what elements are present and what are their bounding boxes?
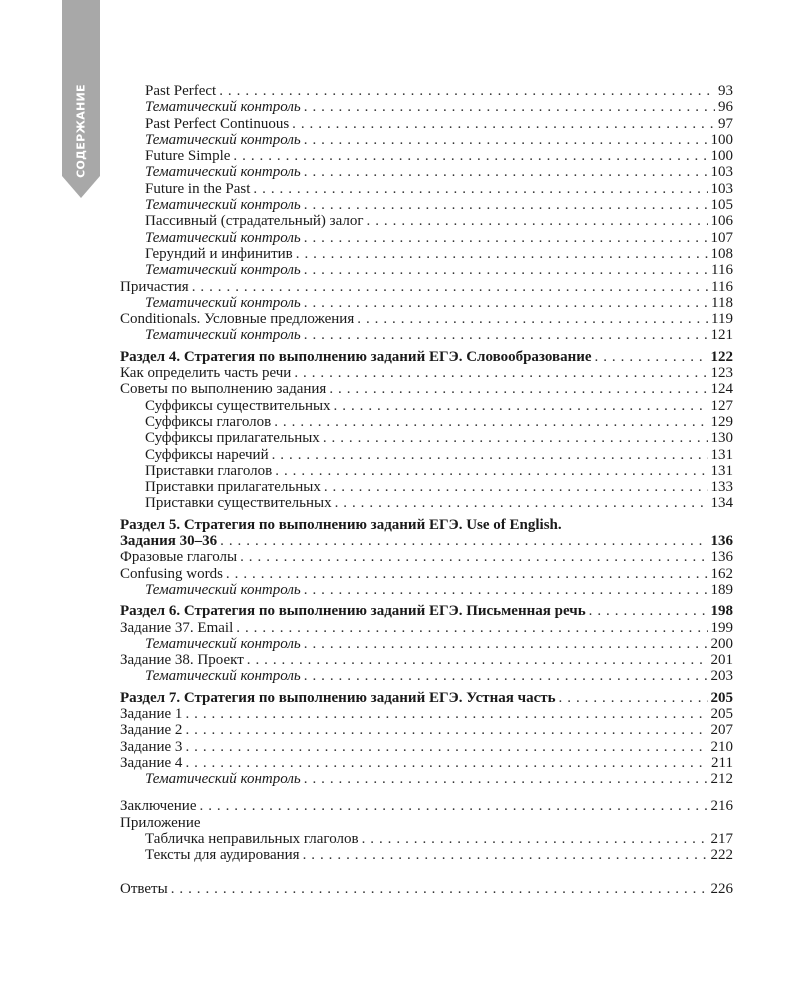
- toc-entry[interactable]: [120, 164, 733, 180]
- toc-entry-title: Заключение: [120, 798, 197, 815]
- toc-entry[interactable]: [120, 755, 733, 771]
- toc-entry-page: 217: [710, 831, 733, 848]
- toc-entry-title: Тематический контроль: [145, 229, 301, 246]
- dot-leader: [324, 479, 708, 495]
- toc-entry-page: 97: [718, 115, 733, 132]
- toc-entry-title: Тематический контроль: [145, 197, 301, 214]
- dot-leader: [304, 230, 708, 246]
- dot-leader: [200, 798, 708, 814]
- toc-entry[interactable]: [120, 463, 733, 479]
- toc-entry-title: Тематический контроль: [145, 99, 301, 116]
- dot-leader: [367, 213, 708, 229]
- toc-entry[interactable]: [120, 722, 733, 738]
- dot-leader: [185, 755, 708, 771]
- toc-entry-title: Тематический контроль: [145, 771, 301, 788]
- toc-entry[interactable]: [120, 381, 733, 397]
- toc-entry[interactable]: [120, 690, 733, 706]
- toc-entry[interactable]: [120, 398, 733, 414]
- toc-entry[interactable]: [120, 83, 733, 99]
- toc-entry-page: 100: [710, 148, 733, 165]
- toc-entry-page: 121: [710, 327, 733, 344]
- toc-entry[interactable]: [120, 495, 733, 511]
- toc-entry[interactable]: [120, 636, 733, 652]
- dot-leader: [304, 132, 708, 148]
- toc-entry[interactable]: [120, 603, 733, 619]
- toc-entry-page: 100: [710, 131, 733, 148]
- toc-entry[interactable]: [120, 349, 733, 365]
- toc-entry-page: 108: [710, 245, 733, 262]
- toc-entry-page: 131: [710, 446, 733, 463]
- dot-leader: [292, 116, 715, 132]
- toc-entry-page: 124: [710, 381, 733, 398]
- toc-entry-page: 119: [711, 311, 733, 328]
- dot-leader: [589, 603, 708, 619]
- toc-entry-title: Раздел 4. Стратегия по выполнению заданий ЕГЭ. Словообразование: [120, 348, 592, 365]
- toc-entry-page: 200: [710, 635, 733, 652]
- dot-leader: [274, 414, 707, 430]
- toc-entry[interactable]: [120, 262, 733, 278]
- dot-leader: [192, 279, 708, 295]
- toc-entry[interactable]: [120, 620, 733, 636]
- toc-entry-page: 205: [710, 705, 733, 722]
- toc-entry[interactable]: [120, 652, 733, 668]
- dot-leader: [185, 722, 707, 738]
- toc-entry[interactable]: [120, 148, 733, 164]
- toc-entry[interactable]: [120, 181, 733, 197]
- toc-entry-page: 201: [710, 652, 733, 669]
- toc-entry-title: Приставки прилагательных: [145, 479, 321, 496]
- dot-leader: [304, 99, 715, 115]
- toc-entry-page: 134: [710, 495, 733, 512]
- dot-leader: [304, 582, 708, 598]
- toc-entry-title: Future Simple: [145, 148, 231, 165]
- toc-entry-page: 199: [710, 619, 733, 636]
- toc-entry-page: 129: [710, 413, 733, 430]
- toc-entry-page: 189: [710, 581, 733, 598]
- toc-entry-title: Тематический контроль: [145, 327, 301, 344]
- toc-entry[interactable]: [120, 549, 733, 565]
- dot-leader: [253, 181, 707, 197]
- toc-entry-page: 198: [710, 603, 733, 620]
- toc-entry-title: Суффиксы глаголов: [145, 413, 272, 430]
- toc-entry[interactable]: [120, 311, 733, 327]
- toc-entry[interactable]: [120, 132, 733, 148]
- toc-entry-page: 162: [710, 565, 733, 582]
- toc-entry-title: Как определить часть речи: [120, 365, 292, 382]
- toc-entry-title: Задания 30–36: [120, 533, 218, 550]
- toc-entry[interactable]: [120, 213, 733, 229]
- toc-entry[interactable]: [120, 279, 733, 295]
- toc-entry-title: Conditionals. Условные предложения: [120, 311, 355, 328]
- dot-leader: [296, 246, 708, 262]
- toc-entry[interactable]: [120, 831, 733, 847]
- toc-entry-title: Задание 1: [120, 705, 183, 722]
- toc-entry[interactable]: [120, 881, 733, 897]
- toc-entry-page: 210: [710, 738, 733, 755]
- toc-entry-page: 226: [710, 880, 733, 897]
- side-tab-label: СОДЕРЖАНИЕ: [74, 84, 88, 178]
- toc-entry-title: Герундий и инфинитив: [145, 245, 293, 262]
- dot-leader: [171, 881, 708, 897]
- toc-entry-page: 106: [710, 213, 733, 230]
- dot-leader: [559, 690, 708, 706]
- toc-entry-title: Ответы: [120, 880, 168, 897]
- toc-entry-page: 123: [710, 365, 733, 382]
- toc-entry[interactable]: [120, 815, 733, 831]
- dot-leader: [595, 349, 708, 365]
- toc-entry-title: Тематический контроль: [145, 164, 301, 181]
- toc-entry-page: 131: [710, 462, 733, 479]
- dot-leader: [304, 636, 708, 652]
- toc-entry-page: 203: [710, 668, 733, 685]
- dot-leader: [303, 847, 708, 863]
- toc-entry[interactable]: [120, 517, 733, 533]
- toc-entry-page: 136: [710, 533, 733, 550]
- toc-entry-title: Тематический контроль: [145, 668, 301, 685]
- toc-entry-page: 118: [711, 294, 733, 311]
- toc-entry-page: 216: [710, 798, 733, 815]
- toc-entry-title: Табличка неправильных глаголов: [145, 831, 359, 848]
- toc-entry-page: 136: [710, 549, 733, 566]
- dot-leader: [329, 381, 707, 397]
- toc-entry-title: Пассивный (страдательный) залог: [145, 213, 364, 230]
- table-of-contents: [120, 83, 733, 897]
- toc-entry-title: Приложение: [120, 814, 201, 831]
- toc-entry[interactable]: [120, 447, 733, 463]
- toc-entry-title: Приставки глаголов: [145, 462, 273, 479]
- toc-entry-page: 205: [710, 689, 733, 706]
- dot-leader: [294, 365, 707, 381]
- toc-entry[interactable]: [120, 582, 733, 598]
- toc-entry[interactable]: [120, 197, 733, 213]
- dot-leader: [304, 295, 708, 311]
- toc-entry-page: 127: [710, 397, 733, 414]
- dot-leader: [240, 549, 707, 565]
- toc-entry[interactable]: [120, 230, 733, 246]
- toc-entry-title: Суффиксы наречий: [145, 446, 269, 463]
- toc-entry[interactable]: [120, 365, 733, 381]
- toc-entry-page: 103: [710, 180, 733, 197]
- dot-leader: [304, 164, 708, 180]
- toc-entry-page: 130: [710, 430, 733, 447]
- toc-entry-title: Фразовые глаголы: [120, 549, 238, 566]
- toc-entry-title: Раздел 6. Стратегия по выполнению заданий ЕГЭ. Письменная речь: [120, 603, 586, 620]
- toc-entry-title: Тематический контроль: [145, 581, 301, 598]
- toc-entry-page: 133: [710, 479, 733, 496]
- toc-entry[interactable]: [120, 116, 733, 132]
- dot-leader: [304, 668, 708, 684]
- dot-leader: [236, 620, 707, 636]
- toc-entry[interactable]: [120, 798, 733, 814]
- toc-entry[interactable]: [120, 706, 733, 722]
- toc-entry-title: Тематический контроль: [145, 262, 301, 279]
- toc-entry-title: Тематический контроль: [145, 131, 301, 148]
- toc-entry-page: 93: [718, 83, 733, 99]
- dot-leader: [335, 495, 708, 511]
- toc-entry[interactable]: [120, 668, 733, 684]
- toc-entry[interactable]: [120, 771, 733, 787]
- dot-leader: [247, 652, 708, 668]
- toc-entry-title: Раздел 7. Стратегия по выполнению заданий ЕГЭ. Устная часть: [120, 689, 556, 706]
- toc-entry-page: 212: [710, 771, 733, 788]
- dot-leader: [233, 148, 707, 164]
- toc-entry-title: Задание 4: [120, 754, 183, 771]
- toc-entry-title: Confusing words: [120, 565, 223, 582]
- toc-entry-title: Past Perfect: [145, 83, 217, 99]
- dot-leader: [334, 398, 708, 414]
- toc-entry-title: Причастия: [120, 278, 189, 295]
- toc-entry[interactable]: [120, 533, 733, 549]
- toc-entry-title: Приставки существительных: [145, 495, 332, 512]
- toc-entry-title: Суффиксы существительных: [145, 397, 331, 414]
- toc-entry-page: 107: [710, 229, 733, 246]
- toc-entry-page: 116: [711, 278, 733, 295]
- dot-leader: [304, 262, 708, 278]
- toc-entry-title: Задание 2: [120, 722, 183, 739]
- toc-entry-title: Тематический контроль: [145, 635, 301, 652]
- dot-leader: [304, 197, 708, 213]
- toc-entry-page: 222: [710, 847, 733, 864]
- toc-entry-title: Future in the Past: [145, 180, 251, 197]
- toc-entry-page: 122: [710, 348, 733, 365]
- toc-entry[interactable]: [120, 295, 733, 311]
- toc-entry-page: 96: [718, 99, 733, 116]
- toc-entry[interactable]: [120, 847, 733, 863]
- dot-leader: [304, 327, 708, 343]
- dot-leader: [323, 430, 708, 446]
- toc-entry[interactable]: [120, 246, 733, 262]
- toc-entry[interactable]: [120, 327, 733, 343]
- dot-leader: [304, 771, 708, 787]
- dot-leader: [185, 706, 707, 722]
- toc-entry-title: Задание 3: [120, 738, 183, 755]
- toc-entry[interactable]: [120, 99, 733, 115]
- toc-entry-title: Задание 38. Проект: [120, 652, 244, 669]
- toc-entry[interactable]: [120, 414, 733, 430]
- toc-entry-title: Суффиксы прилагательных: [145, 430, 320, 447]
- toc-entry-page: 105: [710, 197, 733, 214]
- toc-entry-page: 207: [710, 722, 733, 739]
- toc-entry[interactable]: [120, 479, 733, 495]
- dot-leader: [219, 83, 715, 99]
- toc-entry-title: Советы по выполнению задания: [120, 381, 327, 398]
- dot-leader: [357, 311, 708, 327]
- toc-entry-title: Раздел 5. Стратегия по выполнению заданий ЕГЭ. Use of English.: [120, 516, 562, 533]
- dot-leader: [362, 831, 708, 847]
- toc-entry-title: Тематический контроль: [145, 294, 301, 311]
- toc-entry-page: 103: [710, 164, 733, 181]
- dot-leader: [272, 447, 708, 463]
- dot-leader: [185, 739, 707, 755]
- dot-leader: [220, 533, 707, 549]
- toc-entry-page: 116: [711, 262, 733, 279]
- toc-entry-page: 211: [711, 754, 733, 771]
- dot-leader: [275, 463, 707, 479]
- dot-leader: [226, 566, 708, 582]
- toc-entry-title: Past Perfect Continuous: [145, 115, 290, 132]
- toc-entry[interactable]: [120, 430, 733, 446]
- toc-entry-title: Задание 37. Email: [120, 619, 234, 636]
- toc-entry[interactable]: [120, 739, 733, 755]
- toc-entry-title: Тексты для аудирования: [145, 847, 300, 864]
- toc-entry[interactable]: [120, 566, 733, 582]
